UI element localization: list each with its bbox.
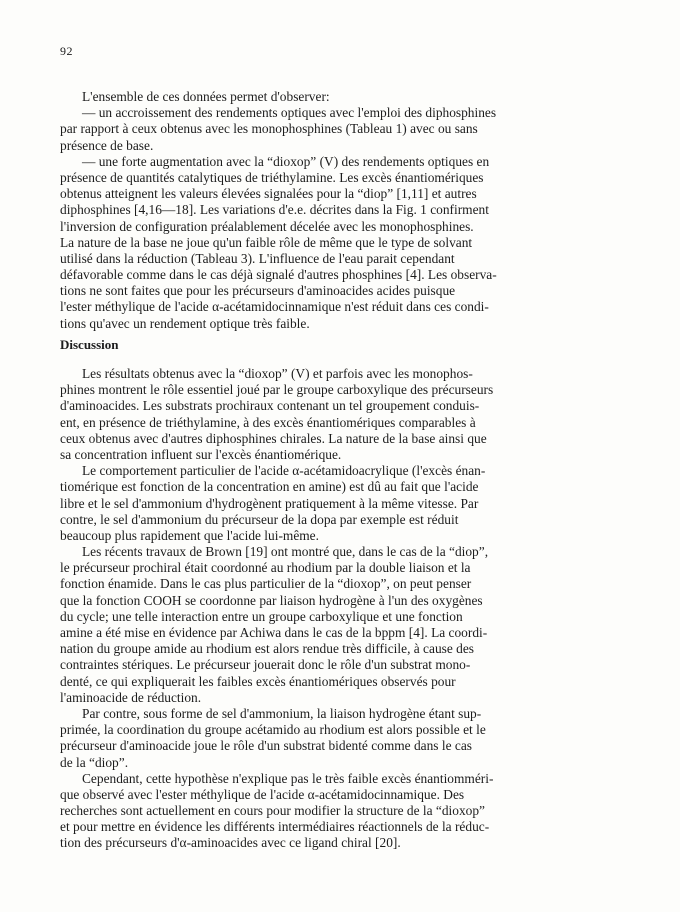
text-line: obtenus atteignent les valeurs élevées signalées pour la “diop” [1,11] et autres <box>60 186 477 202</box>
text-line: denté, ce qui expliquerait les faibles excès énantiomériques observés pour <box>60 673 456 689</box>
text-line: La nature de la base ne joue qu'un faible rôle de même que le type de solvant <box>60 234 473 250</box>
text-line: ceux obtenus avec d'autres diphosphines chirales. La nature de la base ainsi que <box>60 430 487 446</box>
text-line: par rapport à ceux obtenus avec les monophosphines (Tableau 1) avec ou sans <box>60 121 478 137</box>
discussion-section <box>60 366 616 852</box>
text-line: Cependant, cette hypothèse n'explique pas le très faible excès énantiomméri- <box>82 770 494 786</box>
text-line: L'ensemble de ces données permet d'observer: <box>82 89 330 104</box>
text-line: Par contre, sous forme de sel d'ammonium, la liaison hydrogène étant sup- <box>82 705 482 721</box>
text-line: utilisé dans la réduction (Tableau 3). L'influence de l'eau parait cependant <box>60 250 455 266</box>
text-line: fonction énamide. Dans le cas plus particulier de la “dioxop”, on peut penser <box>60 576 472 592</box>
text-line: défavorable comme dans le cas déjà signalé d'autres phosphines [4]. Les observa- <box>60 267 497 283</box>
text-line: de la “diop”. <box>60 754 129 770</box>
text-line: d'aminoacides. Les substrats prochiraux contenant un tel groupement conduis- <box>60 398 480 414</box>
text-line: contraintes stériques. Le précurseur jouerait donc le rôle d'un substrat mono- <box>60 657 471 673</box>
text-line: diphosphines [4,16—18]. Les variations d'e.e. décrites dans la Fig. 1 confirment <box>60 202 489 218</box>
text-line: tions ne sont faites que pour les précurseurs d'aminoacides acides puisque <box>60 283 456 299</box>
text-line: tions qu'avec un rendement optique très faible. <box>60 315 310 331</box>
text-line: beaucoup plus rapidement que l'acide lui-même. <box>60 527 319 543</box>
text-line: du cycle; une telle interaction entre un groupe carboxylique et une fonction <box>60 608 463 624</box>
text-line: l'ester méthylique de l'acide α-acétamidocinnamique n'est réduit dans ces condi- <box>60 299 489 315</box>
text-line: recherches sont actuellement en cours pour modifier la structure de la “dioxop” <box>60 803 485 819</box>
text-line: primée, la coordination du groupe acétamido au rhodium est alors possible et le <box>60 722 486 738</box>
text-line: l'inversion de configuration préalablement décelée avec les monophosphines. <box>60 218 474 234</box>
text-line: le précurseur prochiral était coordonné au rhodium par la double liaison et la <box>60 560 471 576</box>
text-line: Le comportement particulier de l'acide α-acétamidoacrylique (l'excès énan- <box>82 463 486 479</box>
text-line: tion des précurseurs d'α-aminoacides avec ce ligand chiral [20]. <box>60 835 401 851</box>
results-section <box>60 89 616 332</box>
text-line: — un accroissement des rendements optiques avec l'emploi des diphosphines <box>82 105 497 121</box>
text-line: libre et le sel d'ammonium d'hydrogènent pratiquement à la même vitesse. Par <box>60 495 479 511</box>
text-line: précurseur d'aminoacide joue le rôle d'un substrat bidenté comme dans le cas <box>60 738 472 754</box>
page-number: 92 <box>60 44 73 58</box>
section-heading: Discussion <box>60 337 119 352</box>
text-line: et pour mettre en évidence les différents intermédiaires réactionnels de la réduc- <box>60 819 490 835</box>
text-line: amine a été mise en évidence par Achiwa dans le cas de la bppm [4]. La coordi- <box>60 625 488 640</box>
text-line: contre, le sel d'ammonium du précurseur de la dopa par exemple est réduit <box>60 511 459 527</box>
text-line: tiomérique est fonction de la concentration en amine) est dû au fait que l'acide <box>60 479 479 495</box>
text-line: présence de base. <box>60 137 154 153</box>
text-line: que la fonction COOH se coordonne par liaison hydrogène à l'un des oxygènes <box>60 592 483 608</box>
text-line: Les résultats obtenus avec la “dioxop” (V) et parfois avec les monophos- <box>82 366 473 381</box>
text-line: nation du groupe amide au rhodium est alors rendue très difficile, à cause des <box>60 641 474 657</box>
text-line: l'aminoacide de réduction. <box>60 689 202 705</box>
text-line: Les récents travaux de Brown [19] ont montré que, dans le cas de la “diop”, <box>82 544 489 560</box>
text-line: — une forte augmentation avec la “dioxop” (V) des rendements optiques en <box>82 153 490 169</box>
text-line: que observé avec l'ester méthylique de l'acide α-acétamidocinnamique. Des <box>60 786 465 802</box>
text-line: présence de quantités catalytiques de triéthylamine. Les excès énantiomériques <box>60 169 484 185</box>
text-line: phines montrent le rôle essentiel joué par le groupe carboxylique des précurseurs <box>60 382 494 398</box>
text-line: sa concentration influent sur l'excès énantiomérique. <box>60 446 342 462</box>
text-line: ent, en présence de triéthylamine, à des excès énantiomériques comparables à <box>60 414 476 430</box>
